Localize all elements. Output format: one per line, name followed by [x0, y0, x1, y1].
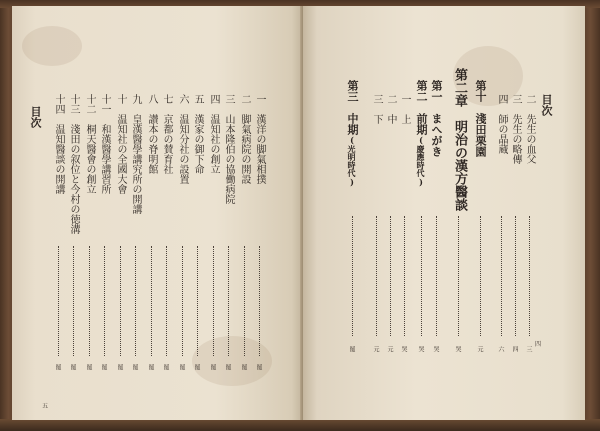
toc-entry-title: 上 [399, 114, 410, 124]
toc-page-number: 罷 [193, 364, 200, 370]
toc-dot-leader [228, 246, 229, 356]
toc-entry-right-3 [475, 80, 485, 157]
toc-entry-spacer [223, 104, 234, 114]
toc-dot-leader [58, 246, 59, 356]
toc-entry-right-4 [453, 68, 466, 211]
toc-entry-number: 八 [146, 94, 157, 104]
toc-entry-left-8 [130, 94, 140, 214]
toc-page-number: 罷 [224, 364, 231, 370]
toc-dot-leader [436, 216, 437, 336]
toc-entry-spacer [452, 107, 467, 120]
toc-page-number: 罷 [348, 346, 355, 352]
left-running-header: 目次 [29, 106, 42, 128]
toc-page-number: 罷 [69, 364, 76, 370]
toc-entry-right-7 [399, 94, 409, 124]
toc-entry-spacer [115, 104, 126, 114]
toc-entry-title: 淺田の叙位と今村の徳溝 [68, 124, 79, 234]
toc-entry-title: 師の晶蔵 [496, 114, 507, 154]
toc-entry-right-2 [496, 94, 506, 154]
left-page-number: 五 [42, 403, 49, 410]
toc-entry-number: 三 [371, 94, 382, 104]
toc-entry-title: 先生の略傳 [510, 114, 521, 164]
right-page-number: 四 [535, 341, 542, 348]
toc-entry-number: 五 [192, 94, 203, 104]
toc-entry-spacer [192, 104, 203, 114]
toc-entry-number: 十一 [99, 94, 110, 114]
toc-entry-title: 山本隆伯の協働病院 [223, 114, 234, 204]
toc-dot-leader [89, 246, 90, 356]
toc-entry-spacer [68, 114, 79, 124]
toc-entry-title: 讃本の脊明館 [146, 114, 157, 174]
toc-entry-number: 第二章 [452, 68, 467, 107]
toc-entry-number: 第一 [430, 80, 443, 102]
toc-entry-spacer [146, 104, 157, 114]
toc-entry-title: 桐天醫會の創立 [84, 124, 95, 194]
toc-entry-spacer [177, 104, 188, 114]
toc-entry-spacer [254, 104, 265, 114]
toc-dot-leader [458, 216, 459, 336]
toc-entry-number: 十四 [53, 94, 64, 114]
toc-entry-title: 前期 [415, 113, 428, 135]
toc-entry-number: 十 [115, 94, 126, 104]
toc-entry-title: 中期 [346, 113, 359, 135]
toc-entry-spacer [239, 104, 250, 114]
toc-entry-spacer [524, 104, 535, 114]
toc-entry-title: 温知社の創立 [208, 114, 219, 174]
toc-dot-leader [515, 216, 516, 336]
toc-entry-title: まへがき [430, 113, 443, 157]
toc-entry-number: 四 [496, 94, 507, 104]
toc-page-number: 罷 [209, 364, 216, 370]
toc-entry-number: 一 [254, 94, 265, 104]
toc-page-number: 哭 [454, 346, 461, 352]
toc-page-number: 罷 [162, 364, 169, 370]
toc-page-number: 罷 [178, 364, 185, 370]
toc-entry-spacer [510, 104, 521, 114]
toc-dot-leader [135, 246, 136, 356]
toc-page-number: 罷 [116, 364, 123, 370]
toc-entry-left-11 [84, 94, 94, 194]
toc-dot-leader [120, 246, 121, 356]
toc-entry-spacer [346, 102, 359, 113]
toc-entry-number: 三 [223, 94, 234, 104]
cover-edge-bottom [0, 419, 600, 431]
toc-page-number: 哭 [432, 346, 439, 352]
toc-dot-leader [376, 216, 377, 336]
toc-dot-leader [480, 216, 481, 336]
toc-entry-right-0 [524, 94, 534, 164]
toc-dot-leader [404, 216, 405, 336]
toc-entry-spacer [53, 114, 64, 124]
toc-entry-spacer [99, 114, 110, 124]
toc-entry-number: 三 [510, 94, 521, 104]
toc-entry-spacer [371, 104, 382, 114]
toc-dot-leader [529, 216, 530, 336]
toc-page-number: 三 [525, 346, 532, 352]
toc-entry-title: 京都の賛育社 [161, 114, 172, 174]
toc-page-number: 元 [386, 346, 393, 352]
toc-entry-number: 第二 [415, 80, 428, 102]
toc-entry-number: 第三 [346, 80, 359, 102]
toc-page-number: 元 [476, 346, 483, 352]
toc-dot-leader [213, 246, 214, 356]
toc-entry-left-6 [161, 94, 171, 174]
toc-entry-left-4 [192, 94, 202, 174]
toc-entry-title: 淺田栗園 [474, 113, 487, 157]
toc-entry-number: 九 [130, 94, 141, 104]
toc-entry-title: 明治の漢方醫談 [452, 120, 467, 211]
toc-entry-title: 温知醫談の開講 [53, 124, 64, 194]
toc-page-number: 罷 [54, 364, 61, 370]
toc-entry-spacer [415, 102, 428, 113]
toc-page-number: 四 [511, 346, 518, 352]
toc-dot-leader [151, 246, 152, 356]
toc-entry-number: 六 [177, 94, 188, 104]
toc-page-number: 罷 [240, 364, 247, 370]
toc-entry-spacer [385, 104, 396, 114]
toc-page-number: 罷 [147, 364, 154, 370]
toc-entry-title: 脚氣病院の開設 [239, 114, 250, 184]
toc-dot-leader [501, 216, 502, 336]
toc-entry-spacer [161, 104, 172, 114]
toc-entry-spacer [130, 104, 141, 114]
toc-entry-title: 温知分社の設置 [177, 114, 188, 184]
toc-dot-leader [182, 246, 183, 356]
toc-entry-right-5 [431, 80, 441, 157]
toc-entry-left-3 [208, 94, 218, 174]
toc-entry-left-13 [53, 94, 63, 194]
toc-entry-right-9 [371, 94, 381, 124]
toc-entry-right-6 [416, 80, 426, 187]
toc-entry-left-10 [99, 94, 109, 194]
toc-entry-right-1 [510, 94, 520, 164]
toc-dot-leader [166, 246, 167, 356]
toc-entry-spacer [474, 102, 487, 113]
toc-entry-left-12 [68, 94, 78, 234]
toc-entry-left-9 [115, 94, 125, 194]
toc-page-number: 哭 [417, 346, 424, 352]
toc-entry-title: 和漢醫學講習所 [99, 124, 110, 194]
toc-entry-number: 十三 [68, 94, 79, 114]
toc-entry-number: 二 [385, 94, 396, 104]
toc-entry-spacer [430, 102, 443, 113]
toc-entry-left-0 [254, 94, 264, 184]
right-page [303, 6, 585, 420]
toc-entry-left-5 [177, 94, 187, 184]
toc-entry-number: 七 [161, 94, 172, 104]
toc-entry-spacer [84, 114, 95, 124]
toc-page-number: 罷 [131, 364, 138, 370]
toc-entry-number: 第十 [474, 80, 487, 102]
toc-entry-title: 下 [371, 114, 382, 124]
toc-entry-spacer [399, 104, 410, 114]
toc-page-number: 元 [372, 346, 379, 352]
toc-dot-leader [390, 216, 391, 336]
toc-entry-right-10 [347, 80, 357, 187]
toc-entry-subtitle: (光明時代) [347, 135, 357, 187]
toc-entry-number: 二 [524, 94, 535, 104]
toc-entry-title: 中 [385, 114, 396, 124]
toc-entry-left-7 [146, 94, 156, 174]
toc-page-number: 罷 [100, 364, 107, 370]
toc-dot-leader [244, 246, 245, 356]
toc-entry-spacer [208, 104, 219, 114]
toc-dot-leader [421, 216, 422, 336]
toc-dot-leader [259, 246, 260, 356]
toc-entry-number: 十二 [84, 94, 95, 114]
toc-entry-subtitle: (慶應時代) [416, 135, 426, 187]
toc-dot-leader [73, 246, 74, 356]
cover-edge-right [584, 0, 600, 431]
toc-dot-leader [352, 216, 353, 336]
toc-entry-right-8 [385, 94, 395, 124]
toc-page-number: 罷 [255, 364, 262, 370]
toc-entry-number: 二 [239, 94, 250, 104]
right-running-header: 目次 [540, 94, 553, 116]
toc-entry-left-1 [239, 94, 249, 184]
toc-page-number: 罷 [85, 364, 92, 370]
toc-entry-number: 一 [399, 94, 410, 104]
toc-entry-left-2 [223, 94, 233, 204]
toc-page-number: 六 [497, 346, 504, 352]
toc-dot-leader [197, 246, 198, 356]
toc-entry-title: 温知社の全國大會 [115, 114, 126, 194]
toc-entry-title: 先生の血父 [524, 114, 535, 164]
toc-entry-number: 四 [208, 94, 219, 104]
toc-entry-title: 漢洋の脚氣相撲 [254, 114, 265, 184]
toc-page-number: 哭 [400, 346, 407, 352]
toc-entry-spacer [496, 104, 507, 114]
toc-dot-leader [104, 246, 105, 356]
toc-entry-title: 皇漢醫學講究所の開講 [130, 114, 141, 214]
toc-entry-title: 漢家の御下命 [192, 114, 203, 174]
left-page [12, 6, 303, 420]
